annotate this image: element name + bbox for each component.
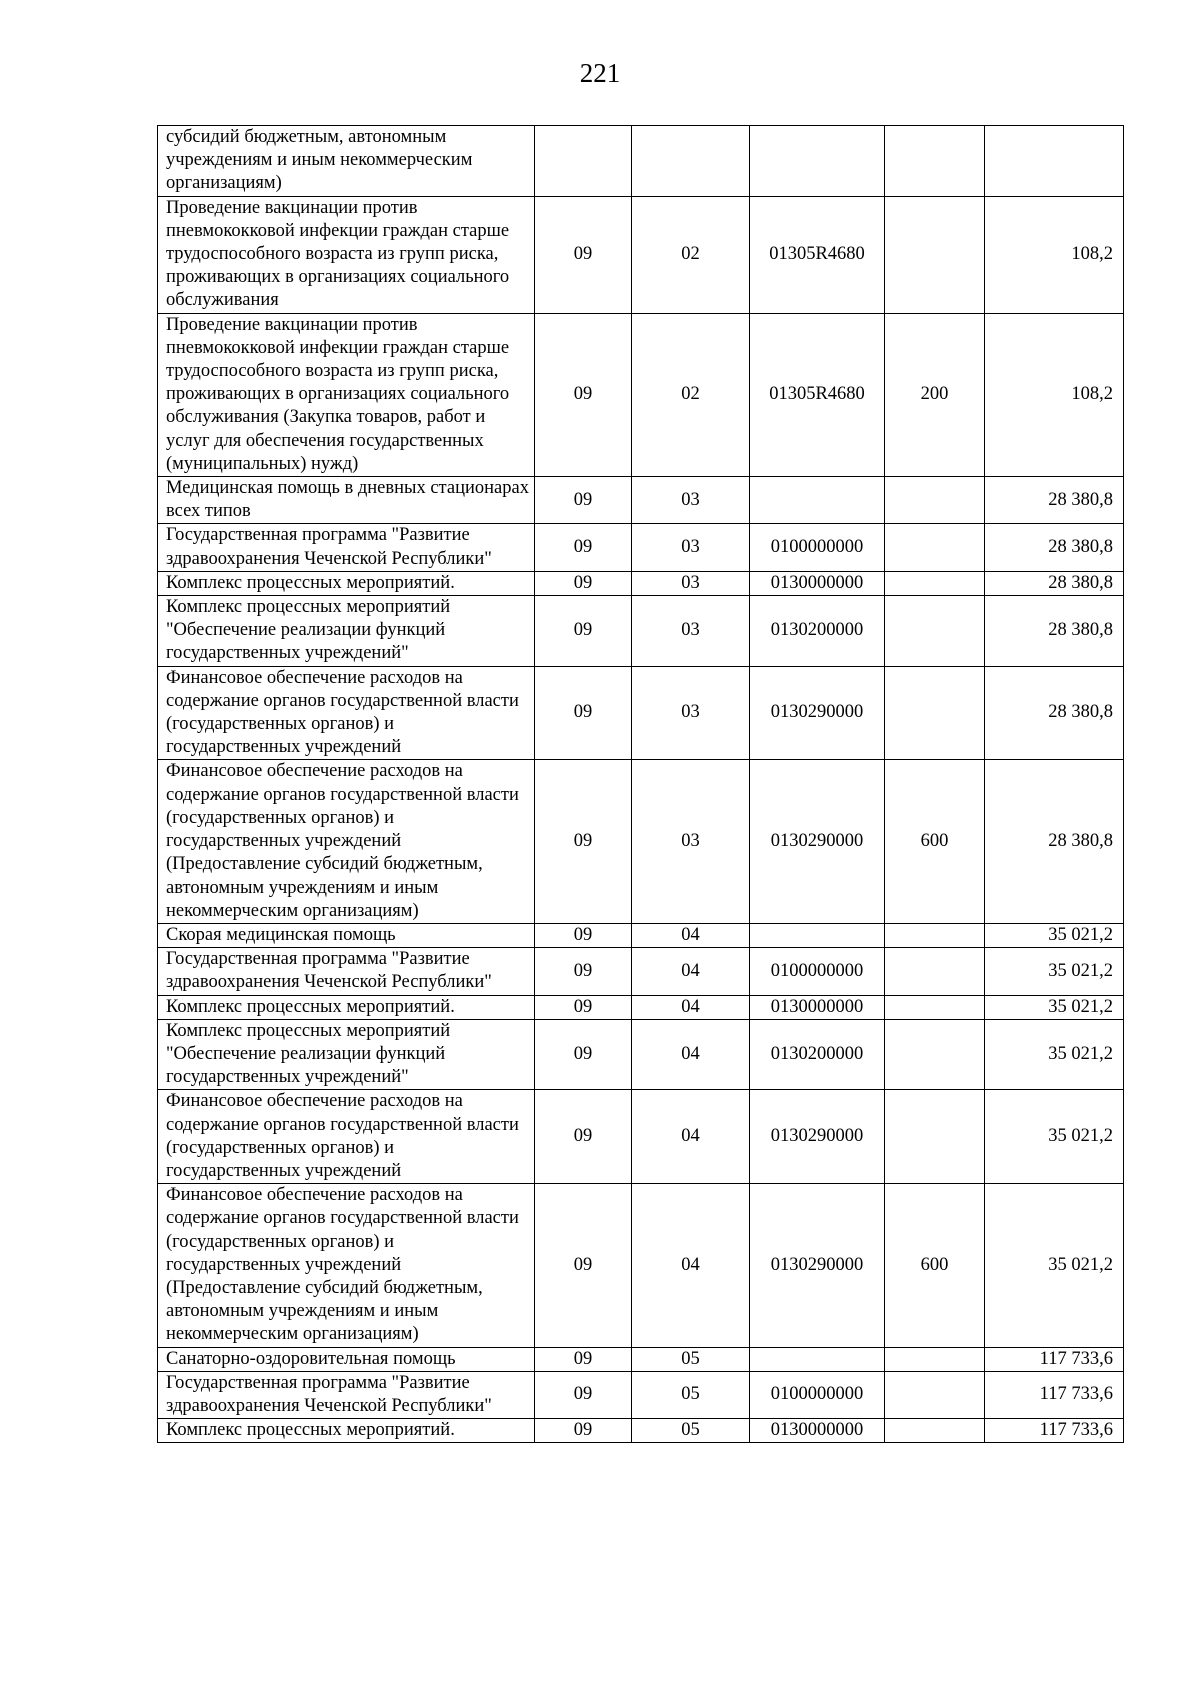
row-target-article-code — [750, 126, 885, 197]
row-target-article-code: 0100000000 — [750, 948, 885, 995]
row-expense-type-code: 600 — [885, 760, 985, 923]
row-section-code — [535, 126, 632, 197]
row-section-code: 09 — [535, 571, 632, 595]
row-description: Проведение вакцинации против пневмококковой инфекции граждан старше трудоспособного возраста из групп риска, проживающих в организациях социального обслуживания (Закупка товаров, работ и услуг для обеспечения государственных (муниципальных) нужд) — [158, 313, 535, 476]
table-row — [158, 948, 1124, 995]
row-target-article-code: 0100000000 — [750, 1371, 885, 1418]
row-amount: 108,2 — [985, 313, 1124, 476]
row-expense-type-code — [885, 666, 985, 760]
row-subsection-code: 04 — [632, 948, 750, 995]
row-subsection-code: 02 — [632, 196, 750, 313]
table-row — [158, 760, 1124, 923]
row-section-code: 09 — [535, 923, 632, 947]
row-amount: 28 380,8 — [985, 760, 1124, 923]
row-expense-type-code — [885, 1019, 985, 1090]
row-subsection-code: 03 — [632, 666, 750, 760]
row-subsection-code: 04 — [632, 1184, 750, 1347]
row-subsection-code: 03 — [632, 571, 750, 595]
row-target-article-code: 0100000000 — [750, 524, 885, 571]
row-description: Комплекс процессных мероприятий. — [158, 1419, 535, 1443]
row-amount: 35 021,2 — [985, 1019, 1124, 1090]
table-row — [158, 126, 1124, 197]
table-row — [158, 1184, 1124, 1347]
row-expense-type-code — [885, 477, 985, 524]
row-amount: 117 733,6 — [985, 1419, 1124, 1443]
row-description: Санаторно-оздоровительная помощь — [158, 1347, 535, 1371]
row-subsection-code: 03 — [632, 760, 750, 923]
row-description: Финансовое обеспечение расходов на содержание органов государственной власти (государственных органов) и государственных учреждений — [158, 666, 535, 760]
table-row — [158, 995, 1124, 1019]
row-section-code: 09 — [535, 1019, 632, 1090]
row-description: Финансовое обеспечение расходов на содержание органов государственной власти (государственных органов) и государственных учреждений (Предоставление субсидий бюджетным, автономным учреждениям и иным некоммерческим организациям) — [158, 760, 535, 923]
row-description: субсидий бюджетным, автономным учреждениям и иным некоммерческим организациям) — [158, 126, 535, 197]
row-expense-type-code: 600 — [885, 1184, 985, 1347]
row-section-code: 09 — [535, 995, 632, 1019]
row-amount: 28 380,8 — [985, 477, 1124, 524]
row-subsection-code: 05 — [632, 1371, 750, 1418]
row-section-code: 09 — [535, 1419, 632, 1443]
row-target-article-code — [750, 477, 885, 524]
row-amount: 35 021,2 — [985, 923, 1124, 947]
row-amount: 28 380,8 — [985, 524, 1124, 571]
row-expense-type-code — [885, 1347, 985, 1371]
table-row — [158, 1347, 1124, 1371]
row-subsection-code — [632, 126, 750, 197]
row-target-article-code: 0130290000 — [750, 1184, 885, 1347]
row-section-code: 09 — [535, 948, 632, 995]
row-description: Комплекс процессных мероприятий. — [158, 995, 535, 1019]
row-subsection-code: 02 — [632, 313, 750, 476]
row-target-article-code: 0130200000 — [750, 1019, 885, 1090]
row-amount: 117 733,6 — [985, 1371, 1124, 1418]
row-expense-type-code — [885, 196, 985, 313]
row-subsection-code: 05 — [632, 1419, 750, 1443]
table-row — [158, 1371, 1124, 1418]
row-description: Медицинская помощь в дневных стационарах всех типов — [158, 477, 535, 524]
table-row — [158, 1090, 1124, 1184]
row-amount: 35 021,2 — [985, 1184, 1124, 1347]
row-subsection-code: 03 — [632, 477, 750, 524]
row-section-code: 09 — [535, 596, 632, 667]
page-number: 221 — [579, 58, 621, 88]
row-target-article-code — [750, 1347, 885, 1371]
table-row — [158, 313, 1124, 476]
row-subsection-code: 04 — [632, 995, 750, 1019]
row-description: Государственная программа "Развитие здравоохранения Чеченской Республики" — [158, 1371, 535, 1418]
row-description: Государственная программа "Развитие здравоохранения Чеченской Республики" — [158, 524, 535, 571]
row-section-code: 09 — [535, 1090, 632, 1184]
row-expense-type-code — [885, 923, 985, 947]
row-section-code: 09 — [535, 1347, 632, 1371]
table-row — [158, 477, 1124, 524]
row-amount: 35 021,2 — [985, 948, 1124, 995]
row-expense-type-code — [885, 995, 985, 1019]
row-amount — [985, 126, 1124, 197]
row-subsection-code: 04 — [632, 923, 750, 947]
table-row — [158, 196, 1124, 313]
row-amount: 35 021,2 — [985, 995, 1124, 1019]
row-subsection-code: 03 — [632, 524, 750, 571]
row-amount: 117 733,6 — [985, 1347, 1124, 1371]
row-subsection-code: 04 — [632, 1019, 750, 1090]
row-target-article-code: 0130000000 — [750, 995, 885, 1019]
row-description: Финансовое обеспечение расходов на содержание органов государственной власти (государственных органов) и государственных учреждений (Предоставление субсидий бюджетным, автономным учреждениям и иным некоммерческим организациям) — [158, 1184, 535, 1347]
row-description: Финансовое обеспечение расходов на содержание органов государственной власти (государственных органов) и государственных учреждений — [158, 1090, 535, 1184]
row-expense-type-code — [885, 948, 985, 995]
row-target-article-code: 0130290000 — [750, 666, 885, 760]
budget-table-body — [158, 126, 1124, 1443]
row-amount: 108,2 — [985, 196, 1124, 313]
row-expense-type-code — [885, 596, 985, 667]
row-expense-type-code — [885, 126, 985, 197]
row-subsection-code: 03 — [632, 596, 750, 667]
table-row — [158, 524, 1124, 571]
row-description: Комплекс процессных мероприятий. — [158, 571, 535, 595]
table-row — [158, 1019, 1124, 1090]
row-expense-type-code — [885, 571, 985, 595]
row-target-article-code: 0130000000 — [750, 1419, 885, 1443]
row-description: Государственная программа "Развитие здравоохранения Чеченской Республики" — [158, 948, 535, 995]
table-row — [158, 1419, 1124, 1443]
row-target-article-code: 0130290000 — [750, 760, 885, 923]
row-target-article-code — [750, 923, 885, 947]
row-description: Проведение вакцинации против пневмококковой инфекции граждан старше трудоспособного возраста из групп риска, проживающих в организациях социального обслуживания — [158, 196, 535, 313]
row-section-code: 09 — [535, 313, 632, 476]
row-section-code: 09 — [535, 760, 632, 923]
row-amount: 28 380,8 — [985, 571, 1124, 595]
row-section-code: 09 — [535, 666, 632, 760]
row-target-article-code: 0130200000 — [750, 596, 885, 667]
row-section-code: 09 — [535, 1184, 632, 1347]
row-section-code: 09 — [535, 196, 632, 313]
row-description: Скорая медицинская помощь — [158, 923, 535, 947]
row-expense-type-code — [885, 1419, 985, 1443]
row-expense-type-code — [885, 1090, 985, 1184]
row-expense-type-code — [885, 1371, 985, 1418]
row-amount: 28 380,8 — [985, 596, 1124, 667]
row-amount: 35 021,2 — [985, 1090, 1124, 1184]
row-subsection-code: 04 — [632, 1090, 750, 1184]
row-subsection-code: 05 — [632, 1347, 750, 1371]
row-target-article-code: 0130000000 — [750, 571, 885, 595]
row-target-article-code: 0130290000 — [750, 1090, 885, 1184]
row-description: Комплекс процессных мероприятий "Обеспечение реализации функций государственных учреждений" — [158, 1019, 535, 1090]
budget-table — [157, 125, 1124, 1443]
table-row — [158, 923, 1124, 947]
row-description: Комплекс процессных мероприятий "Обеспечение реализации функций государственных учреждений" — [158, 596, 535, 667]
table-row — [158, 666, 1124, 760]
row-section-code: 09 — [535, 1371, 632, 1418]
row-target-article-code: 01305R4680 — [750, 196, 885, 313]
row-section-code: 09 — [535, 477, 632, 524]
row-section-code: 09 — [535, 524, 632, 571]
row-amount: 28 380,8 — [985, 666, 1124, 760]
table-row — [158, 596, 1124, 667]
table-row — [158, 571, 1124, 595]
row-expense-type-code: 200 — [885, 313, 985, 476]
row-expense-type-code — [885, 524, 985, 571]
row-target-article-code: 01305R4680 — [750, 313, 885, 476]
